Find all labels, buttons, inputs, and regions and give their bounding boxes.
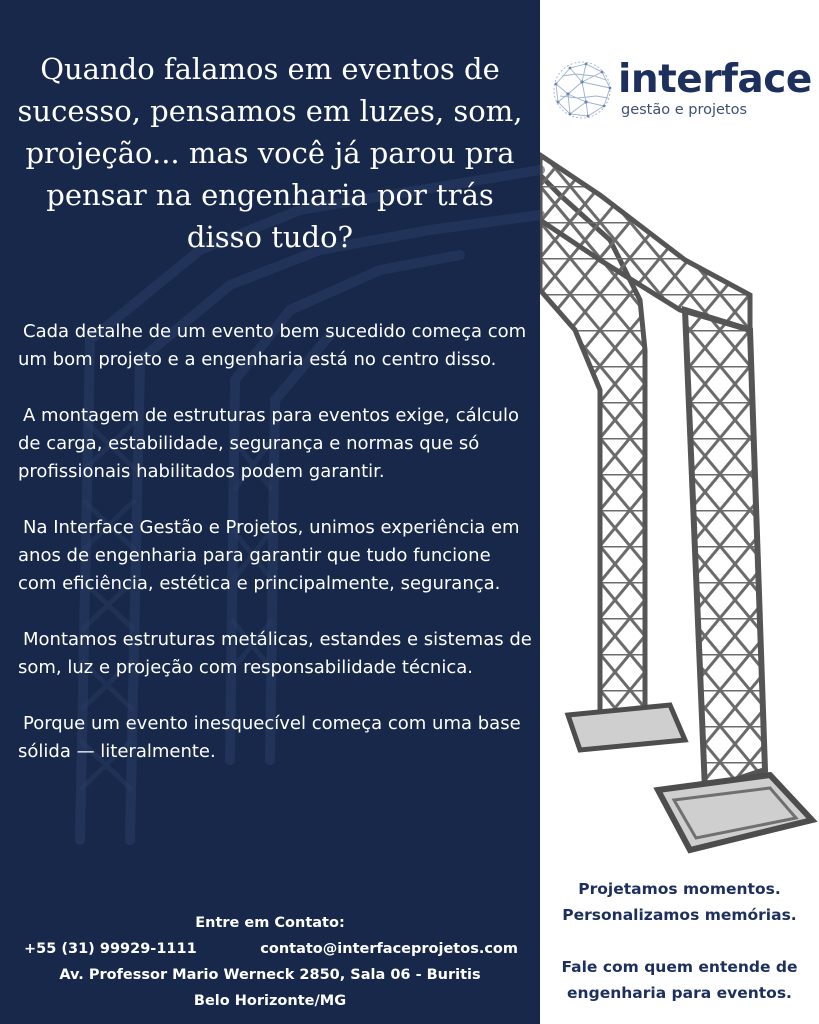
paragraph: Cada detalhe de um evento bem sucedido começa com um bom projeto e a engenharia está no centro disso.	[18, 321, 527, 370]
slogan-line: Fale com quem entende de	[561, 958, 798, 976]
contact-block	[0, 910, 540, 1014]
metal-truss-arch-illustration	[540, 150, 819, 870]
brand-tagline: gestão e projetos	[621, 102, 748, 118]
logo-text	[618, 58, 812, 118]
contact-city: Belo Horizonte/MG	[193, 993, 347, 1009]
globe-network-icon	[550, 58, 614, 122]
body-text	[18, 318, 534, 794]
paragraph: A montagem de estruturas para eventos exige, cálculo de carga, estabilidade, segurança e normas que só profissionais habilitados podem garantir.	[18, 405, 519, 482]
contact-line	[0, 936, 540, 962]
logo	[548, 56, 818, 126]
slogan-line: engenharia para eventos.	[567, 984, 792, 1002]
paragraph: Montamos estruturas metálicas, estandes e sistemas de som, luz e projeção com responsabilidade técnica.	[18, 629, 532, 678]
headline: Quando falamos em eventos de sucesso, pensamos em luzes, som, projeção... mas você já parou pra pensar na engenharia por trás disso tudo?	[17, 52, 523, 254]
slogan-block	[540, 876, 819, 1006]
slogan-line: Personalizamos memórias.	[562, 906, 797, 924]
contact-email[interactable]: contato@interfaceprojetos.com	[260, 941, 518, 957]
slogan-line: Projetamos momentos.	[578, 880, 781, 898]
contact-phone[interactable]: +55 (31) 99929-1111	[24, 941, 197, 957]
contact-address: Av. Professor Mario Werneck 2850, Sala 06 - Buritis	[59, 967, 481, 983]
contact-title: Entre em Contato:	[195, 915, 345, 931]
paragraph: Porque um evento inesquecível começa com uma base sólida — literalmente.	[18, 713, 521, 762]
paragraph: Na Interface Gestão e Projetos, unimos experiência em anos de engenharia para garantir que tudo funcione com eficiência, estética e principalmente, segurança.	[18, 517, 520, 594]
brand-name: interface	[618, 57, 812, 102]
